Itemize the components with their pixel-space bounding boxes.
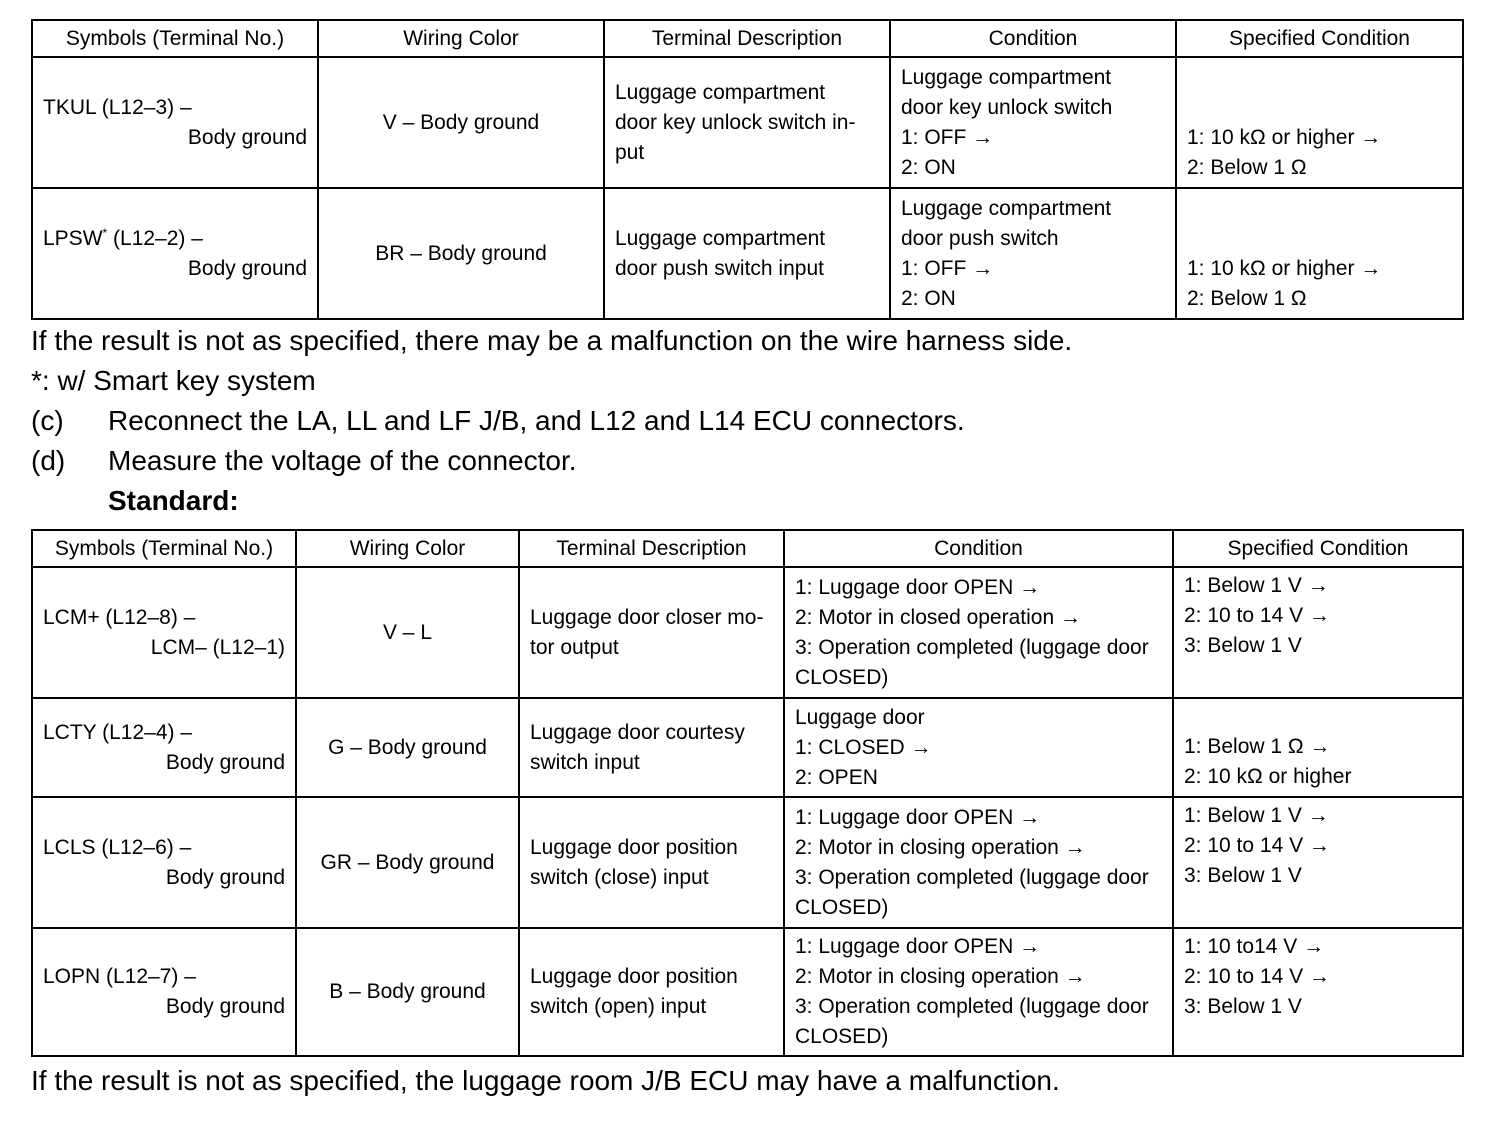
symbol-cell xyxy=(32,698,296,797)
header-specified-condition: Specified Condition xyxy=(1176,20,1463,57)
condition-line: 2: ON xyxy=(901,286,956,310)
description-line: switch (open) input xyxy=(530,995,707,1018)
condition-line: Luggage door xyxy=(795,705,925,729)
header-terminal-description: Terminal Description xyxy=(519,530,784,567)
symbol-ground: Body ground xyxy=(165,995,285,1018)
condition-cell xyxy=(890,188,1176,319)
symbol-terminal: LOPN (L12–7) – xyxy=(43,965,196,988)
table-row xyxy=(32,698,1463,797)
step-c xyxy=(31,401,965,441)
condition-cell xyxy=(784,698,1173,797)
condition-line: 1: CLOSED → xyxy=(795,735,932,759)
specified-line: 3: Below 1 V xyxy=(1184,634,1302,657)
condition-line: CLOSED) xyxy=(795,895,889,919)
table-row xyxy=(32,928,1463,1056)
condition-line: 3: Operation completed (luggage door xyxy=(795,995,1149,1018)
table-row xyxy=(32,567,1463,698)
specified-line: 2: 10 kΩ or higher xyxy=(1184,765,1352,788)
condition-line: 2: Motor in closed operation → xyxy=(795,605,1081,629)
description-line: door push switch input xyxy=(615,256,824,280)
footnote-smart-key: *: w/ Smart key system xyxy=(31,365,316,396)
wiring-color-cell: V – Body ground xyxy=(318,57,604,188)
condition-line: 1: OFF → xyxy=(901,256,994,280)
specified-condition-cell xyxy=(1173,698,1463,797)
specified-condition-cell xyxy=(1176,188,1463,319)
description-cell xyxy=(519,567,784,698)
specified-line: 1: Below 1 V → xyxy=(1184,804,1329,827)
header-specified-condition: Specified Condition xyxy=(1173,530,1463,567)
table-header-row xyxy=(32,530,1463,567)
symbol-cell xyxy=(32,797,296,928)
standard-label: Standard: xyxy=(108,485,239,516)
condition-cell xyxy=(890,57,1176,188)
result-note-wire-harness: If the result is not as specified, there may be a malfunction on the wire harness side. xyxy=(31,325,1073,356)
description-line: switch input xyxy=(530,750,640,774)
description-cell xyxy=(519,928,784,1056)
header-symbols: Symbols (Terminal No.) xyxy=(32,20,318,57)
description-line: Luggage door closer mo- xyxy=(530,605,764,629)
condition-cell xyxy=(784,797,1173,928)
wiring-color-cell: BR – Body ground xyxy=(318,188,604,319)
symbol-terminal: LCTY (L12–4) – xyxy=(43,720,193,744)
specified-line: 3: Below 1 V xyxy=(1184,864,1302,887)
symbol-ground: Body ground xyxy=(187,125,307,149)
description-line: Luggage door position xyxy=(530,835,738,859)
voltage-spec-table xyxy=(31,529,1464,1057)
symbol-ground: Body ground xyxy=(165,750,285,774)
table-row xyxy=(32,797,1463,928)
symbol-ground: Body ground xyxy=(165,865,285,889)
specified-condition-cell xyxy=(1176,57,1463,188)
specified-line: 2: 10 to 14 V → xyxy=(1184,965,1330,988)
step-c-text: Reconnect the LA, LL and LF J/B, and L12 and L14 ECU connectors. xyxy=(108,405,965,436)
description-cell xyxy=(604,57,890,188)
table-row xyxy=(32,188,1463,319)
footnote-marker: * xyxy=(102,225,108,240)
wiring-color-cell: G – Body ground xyxy=(296,698,519,797)
wiring-color-cell: B – Body ground xyxy=(296,928,519,1056)
table-row xyxy=(32,57,1463,188)
specified-line: 1: 10 to14 V → xyxy=(1184,935,1325,958)
specified-line: 3: Below 1 V xyxy=(1184,995,1302,1018)
condition-line: 1: OFF → xyxy=(901,125,994,149)
wiring-color-cell: GR – Body ground xyxy=(296,797,519,928)
header-terminal-description: Terminal Description xyxy=(604,20,890,57)
wiring-color-cell: V – L xyxy=(296,567,519,698)
symbol-terminal: LCLS (L12–6) – xyxy=(43,835,192,859)
condition-line: 1: Luggage door OPEN → xyxy=(795,575,1041,599)
specified-line: 2: Below 1 Ω xyxy=(1187,156,1307,179)
specified-line: 1: Below 1 Ω → xyxy=(1184,735,1331,758)
symbol-cell xyxy=(32,57,318,188)
symbol-cell xyxy=(32,928,296,1056)
description-line: Luggage compartment xyxy=(615,80,826,104)
condition-line: 1: Luggage door OPEN → xyxy=(795,935,1041,958)
symbol-terminal xyxy=(43,224,307,254)
specified-line: 2: Below 1 Ω xyxy=(1187,287,1307,310)
condition-cell xyxy=(784,928,1173,1056)
specified-line: 1: Below 1 V → xyxy=(1184,574,1329,597)
step-c-label: (c) xyxy=(31,405,64,436)
symbol-terminal: LCM+ (L12–8) – xyxy=(43,605,196,629)
condition-cell xyxy=(784,567,1173,698)
resistance-spec-table xyxy=(31,19,1464,320)
condition-line: 2: OPEN xyxy=(795,765,878,789)
symbol-cell xyxy=(32,567,296,698)
description-line: switch (close) input xyxy=(530,865,709,889)
table-header-row xyxy=(32,20,1463,57)
header-condition: Condition xyxy=(890,20,1176,57)
condition-line: Luggage compartment xyxy=(901,65,1112,89)
condition-line: 2: Motor in closing operation → xyxy=(795,835,1086,859)
header-wiring-color: Wiring Color xyxy=(296,530,519,567)
step-d xyxy=(31,441,577,481)
description-line: Luggage door position xyxy=(530,965,738,988)
condition-line: door push switch xyxy=(901,226,1059,250)
symbol-terminal: TKUL (L12–3) – xyxy=(43,95,192,119)
symbol-cell xyxy=(32,188,318,319)
description-line: Luggage door courtesy xyxy=(530,720,745,744)
header-condition: Condition xyxy=(784,530,1173,567)
specified-line: 1: 10 kΩ or higher → xyxy=(1187,257,1382,280)
specified-line: 1: 10 kΩ or higher → xyxy=(1187,126,1382,149)
symbol-ground: Body ground xyxy=(187,256,307,280)
condition-line: 3: Operation completed (luggage door xyxy=(795,635,1149,659)
description-line: Luggage compartment xyxy=(615,226,826,250)
symbol-terminal-no: (L12–2) – xyxy=(107,226,203,250)
condition-line: 1: Luggage door OPEN → xyxy=(795,805,1041,829)
description-cell xyxy=(519,698,784,797)
specified-line: 2: 10 to 14 V → xyxy=(1184,834,1330,857)
condition-line: door key unlock switch xyxy=(901,95,1113,119)
description-cell xyxy=(604,188,890,319)
specified-condition-cell xyxy=(1173,567,1463,698)
condition-line: 2: ON xyxy=(901,155,956,179)
result-note-ecu: If the result is not as specified, the luggage room J/B ECU may have a malfunction. xyxy=(31,1065,1060,1096)
condition-line: Luggage compartment xyxy=(901,196,1112,220)
symbol-code: LPSW xyxy=(43,226,103,250)
description-line: door key unlock switch in- xyxy=(615,110,856,134)
step-d-label: (d) xyxy=(31,445,66,476)
header-symbols: Symbols (Terminal No.) xyxy=(32,530,296,567)
condition-line: CLOSED) xyxy=(795,665,889,689)
condition-line: 3: Operation completed (luggage door xyxy=(795,865,1149,889)
specified-condition-cell xyxy=(1173,928,1463,1056)
description-line: tor output xyxy=(530,635,619,659)
description-line: put xyxy=(615,140,645,164)
condition-line: 2: Motor in closing operation → xyxy=(795,965,1086,988)
specified-line: 2: 10 to 14 V → xyxy=(1184,604,1330,627)
header-wiring-color: Wiring Color xyxy=(318,20,604,57)
symbol-ground: LCM– (L12–1) xyxy=(150,635,285,659)
condition-line: CLOSED) xyxy=(795,1025,889,1048)
specified-condition-cell xyxy=(1173,797,1463,928)
step-d-text: Measure the voltage of the connector. xyxy=(108,445,577,476)
description-cell xyxy=(519,797,784,928)
